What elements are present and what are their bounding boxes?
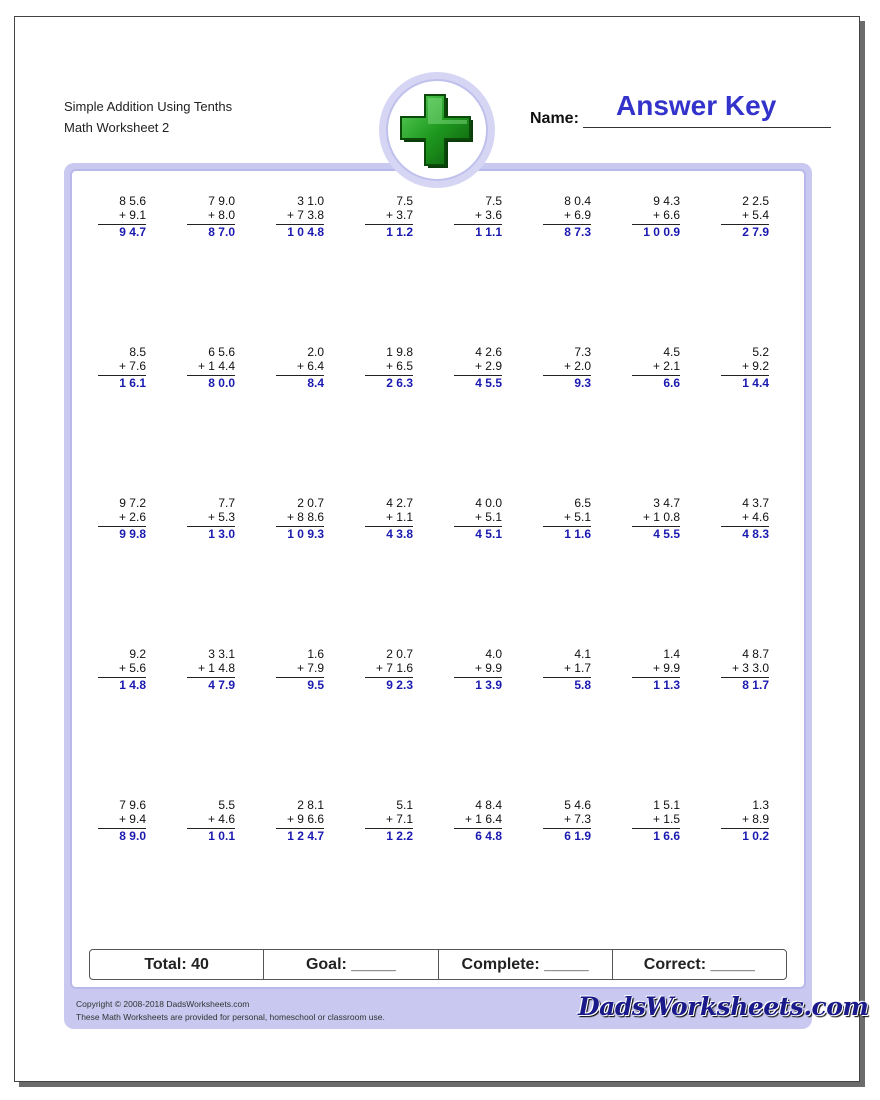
addend-top: 7.5 <box>485 194 502 208</box>
answer: 4 3.8 <box>386 527 413 541</box>
problem-grid <box>82 193 794 943</box>
addend-bottom: + 1 4.4 <box>197 358 235 373</box>
addend-top: 5.2 <box>752 345 769 359</box>
answer: 4 5.1 <box>475 527 502 541</box>
problem <box>616 344 705 495</box>
problem <box>82 646 171 797</box>
addend-bottom: + 1 4.8 <box>197 660 235 675</box>
addend-top: 4 0.0 <box>475 496 502 510</box>
answer: 1 3.0 <box>208 527 235 541</box>
answer: 9.3 <box>574 376 591 390</box>
problem-stack <box>187 799 235 844</box>
usage-note: These Math Worksheets are provided for personal, homeschool or classroom use. <box>76 1012 385 1022</box>
addend-bottom: + 6.5 <box>385 358 413 373</box>
addend-bottom: + 9.4 <box>118 811 146 826</box>
problem <box>527 797 616 948</box>
addend-bottom: + 8.0 <box>207 207 235 222</box>
addend-bottom: + 8.9 <box>741 811 769 826</box>
addend-bottom: + 1 0.8 <box>642 509 680 524</box>
problem-stack <box>721 648 769 693</box>
addend-bottom: + 5.1 <box>563 509 591 524</box>
problem <box>260 797 349 948</box>
answer: 1 4.8 <box>119 678 146 692</box>
answer: 4 5.5 <box>475 376 502 390</box>
answer: 6 4.8 <box>475 829 502 843</box>
problem-stack <box>187 648 235 693</box>
copyright <box>76 998 385 1024</box>
problem-stack <box>454 648 502 693</box>
problem <box>616 193 705 344</box>
addend-bottom: + 3.7 <box>385 207 413 222</box>
addend-top: 9 4.3 <box>653 194 680 208</box>
problem <box>82 495 171 646</box>
addend-top: 1 5.1 <box>653 798 680 812</box>
addend-top: 1.3 <box>752 798 769 812</box>
problem-stack <box>98 497 146 542</box>
plus-icon <box>397 92 477 170</box>
addend-bottom: + 9.9 <box>652 660 680 675</box>
problem-stack <box>632 799 680 844</box>
problem <box>349 344 438 495</box>
problem-stack <box>365 799 413 844</box>
answer: 5.8 <box>574 678 591 692</box>
addend-bottom: + 7.6 <box>118 358 146 373</box>
problem-stack <box>365 497 413 542</box>
addend-bottom: + 7.9 <box>296 660 324 675</box>
addend-bottom: + 6.9 <box>563 207 591 222</box>
answer: 1 6.6 <box>653 829 680 843</box>
addend-bottom: + 5.6 <box>118 660 146 675</box>
addend-bottom: + 7 3.8 <box>286 207 324 222</box>
addend-top: 5 4.6 <box>564 798 591 812</box>
answer: 1 0 4.8 <box>287 225 324 239</box>
addend-top: 7.7 <box>218 496 235 510</box>
addend-top: 7 9.0 <box>208 194 235 208</box>
addend-bottom: + 2.6 <box>118 509 146 524</box>
answer: 2 6.3 <box>386 376 413 390</box>
name-line <box>583 127 831 128</box>
answer: 2 7.9 <box>742 225 769 239</box>
problem-stack <box>543 195 591 240</box>
problem <box>527 495 616 646</box>
addend-top: 6 5.6 <box>208 345 235 359</box>
problem-stack <box>187 195 235 240</box>
addend-bottom: + 5.4 <box>741 207 769 222</box>
problem <box>171 495 260 646</box>
addend-bottom: + 1.7 <box>563 660 591 675</box>
problem-stack <box>98 346 146 391</box>
addend-top: 5.1 <box>396 798 413 812</box>
addend-bottom: + 1 6.4 <box>464 811 502 826</box>
addend-top: 9 7.2 <box>119 496 146 510</box>
addend-top: 4 8.7 <box>742 647 769 661</box>
answer: 4 5.5 <box>653 527 680 541</box>
copyright-line: Copyright © 2008-2018 DadsWorksheets.com <box>76 999 250 1009</box>
problem <box>171 646 260 797</box>
answer: 1 0 9.3 <box>287 527 324 541</box>
answer: 9 4.7 <box>119 225 146 239</box>
addend-bottom: + 9.2 <box>741 358 769 373</box>
problem <box>349 646 438 797</box>
addend-top: 3 4.7 <box>653 496 680 510</box>
addend-bottom: + 2.1 <box>652 358 680 373</box>
answer: 1 0.2 <box>742 829 769 843</box>
addend-top: 2 2.5 <box>742 194 769 208</box>
addend-top: 8 0.4 <box>564 194 591 208</box>
name-label: Name: <box>530 110 579 127</box>
answer: 1 1.3 <box>653 678 680 692</box>
addend-top: 8 5.6 <box>119 194 146 208</box>
addend-top: 2 0.7 <box>297 496 324 510</box>
addend-bottom: + 7 1.6 <box>375 660 413 675</box>
answer: 4 8.3 <box>742 527 769 541</box>
answer: 6 1.9 <box>564 829 591 843</box>
answer-key-text: Answer Key <box>616 90 777 121</box>
answer: 1 1.2 <box>386 225 413 239</box>
title-line-2: Math Worksheet 2 <box>64 120 170 135</box>
problem <box>260 344 349 495</box>
addend-bottom: + 1.5 <box>652 811 680 826</box>
problem <box>171 193 260 344</box>
problem <box>260 495 349 646</box>
addend-top: 2.0 <box>307 345 324 359</box>
problem <box>616 797 705 948</box>
addend-top: 4.1 <box>574 647 591 661</box>
problem <box>705 797 794 948</box>
problem <box>438 797 527 948</box>
problem-stack <box>454 346 502 391</box>
problem-stack <box>276 799 324 844</box>
problem-stack <box>632 497 680 542</box>
problem <box>260 193 349 344</box>
answer: 1 3.9 <box>475 678 502 692</box>
addend-bottom: + 6.6 <box>652 207 680 222</box>
addend-top: 8.5 <box>129 345 146 359</box>
addend-top: 7.3 <box>574 345 591 359</box>
problem <box>527 193 616 344</box>
problem <box>705 193 794 344</box>
addend-top: 2 0.7 <box>386 647 413 661</box>
problem-stack <box>276 497 324 542</box>
addend-top: 3 1.0 <box>297 194 324 208</box>
addend-bottom: + 6.4 <box>296 358 324 373</box>
answer: 9 9.8 <box>119 527 146 541</box>
addend-bottom: + 1.1 <box>385 509 413 524</box>
problem-stack <box>454 799 502 844</box>
problem-stack <box>543 648 591 693</box>
goal-field: Goal: _____ <box>264 950 438 979</box>
addend-top: 4 2.6 <box>475 345 502 359</box>
problem-stack <box>276 195 324 240</box>
addend-bottom: + 2.0 <box>563 358 591 373</box>
answer: 1 2 4.7 <box>287 829 324 843</box>
addend-bottom: + 4.6 <box>207 811 235 826</box>
answer: 1 0.1 <box>208 829 235 843</box>
addend-top: 1 9.8 <box>386 345 413 359</box>
addend-top: 1.6 <box>307 647 324 661</box>
addend-top: 6.5 <box>574 496 591 510</box>
addend-top: 9.2 <box>129 647 146 661</box>
problem-stack <box>98 799 146 844</box>
problem <box>82 797 171 948</box>
problem <box>705 495 794 646</box>
addend-bottom: + 3 3.0 <box>731 660 769 675</box>
problem-stack <box>632 346 680 391</box>
problem <box>82 344 171 495</box>
answer: 8 7.0 <box>208 225 235 239</box>
total-count: Total: 40 <box>90 950 264 979</box>
problem <box>527 646 616 797</box>
addend-top: 1.4 <box>663 647 680 661</box>
addend-bottom: + 2.9 <box>474 358 502 373</box>
addend-bottom: + 4.6 <box>741 509 769 524</box>
problem-stack <box>276 346 324 391</box>
problem-stack <box>543 799 591 844</box>
correct-field: Correct: _____ <box>643 955 755 973</box>
problem <box>705 344 794 495</box>
problem <box>616 646 705 797</box>
problem <box>438 344 527 495</box>
problem <box>438 193 527 344</box>
answer: 8 7.3 <box>564 225 591 239</box>
addend-top: 4 2.7 <box>386 496 413 510</box>
answer: 1 1.1 <box>475 225 502 239</box>
answer: 1 4.4 <box>742 376 769 390</box>
addend-bottom: + 3.6 <box>474 207 502 222</box>
answer: 1 2.2 <box>386 829 413 843</box>
problem-stack <box>721 497 769 542</box>
answer: 9 2.3 <box>386 678 413 692</box>
problem-stack <box>721 346 769 391</box>
addend-top: 4.0 <box>485 647 502 661</box>
addend-bottom: + 9.9 <box>474 660 502 675</box>
problem-stack <box>276 648 324 693</box>
problem-stack <box>365 346 413 391</box>
problem-stack <box>454 195 502 240</box>
problem-stack <box>632 648 680 693</box>
answer: 8 9.0 <box>119 829 146 843</box>
problem-stack <box>365 195 413 240</box>
problem-stack <box>721 799 769 844</box>
answer: 1 6.1 <box>119 376 146 390</box>
addend-top: 4 3.7 <box>742 496 769 510</box>
problem <box>349 797 438 948</box>
problem <box>705 646 794 797</box>
addend-top: 3 3.1 <box>208 647 235 661</box>
answer: 9.5 <box>307 678 324 692</box>
addend-top: 4.5 <box>663 345 680 359</box>
problem <box>260 646 349 797</box>
problem-stack <box>98 648 146 693</box>
problem-stack <box>365 648 413 693</box>
problem <box>527 344 616 495</box>
addend-top: 4 8.4 <box>475 798 502 812</box>
problem-stack <box>187 346 235 391</box>
problem-stack <box>721 195 769 240</box>
problem-stack <box>543 497 591 542</box>
addend-top: 5.5 <box>218 798 235 812</box>
answer: 1 0 0.9 <box>643 225 680 239</box>
worksheet-title <box>64 96 232 138</box>
addend-bottom: + 9 6.6 <box>286 811 324 826</box>
addend-bottom: + 7.3 <box>563 811 591 826</box>
problem <box>438 646 527 797</box>
addend-top: 7 9.6 <box>119 798 146 812</box>
answer: 1 1.6 <box>564 527 591 541</box>
addend-bottom: + 5.3 <box>207 509 235 524</box>
addend-bottom: + 7.1 <box>385 811 413 826</box>
problem <box>349 193 438 344</box>
complete-field: Complete: _____ <box>439 950 613 979</box>
problem <box>171 344 260 495</box>
brand-logo: DadsWorksheets.com <box>578 992 869 1021</box>
problem-stack <box>187 497 235 542</box>
problem-stack <box>98 195 146 240</box>
problem <box>349 495 438 646</box>
answer: 8 1.7 <box>742 678 769 692</box>
score-bar <box>89 949 787 980</box>
answer: 6.6 <box>663 376 680 390</box>
answer: 8.4 <box>307 376 324 390</box>
problem-stack <box>543 346 591 391</box>
addend-top: 2 8.1 <box>297 798 324 812</box>
addend-top: 7.5 <box>396 194 413 208</box>
problem <box>82 193 171 344</box>
addend-bottom: + 8 8.6 <box>286 509 324 524</box>
problem <box>616 495 705 646</box>
addend-bottom: + 5.1 <box>474 509 502 524</box>
problem <box>171 797 260 948</box>
problem-stack <box>454 497 502 542</box>
problem <box>438 495 527 646</box>
addend-bottom: + 9.1 <box>118 207 146 222</box>
answer: 8 0.0 <box>208 376 235 390</box>
problem-stack <box>632 195 680 240</box>
answer: 4 7.9 <box>208 678 235 692</box>
title-line-1: Simple Addition Using Tenths <box>64 99 233 114</box>
